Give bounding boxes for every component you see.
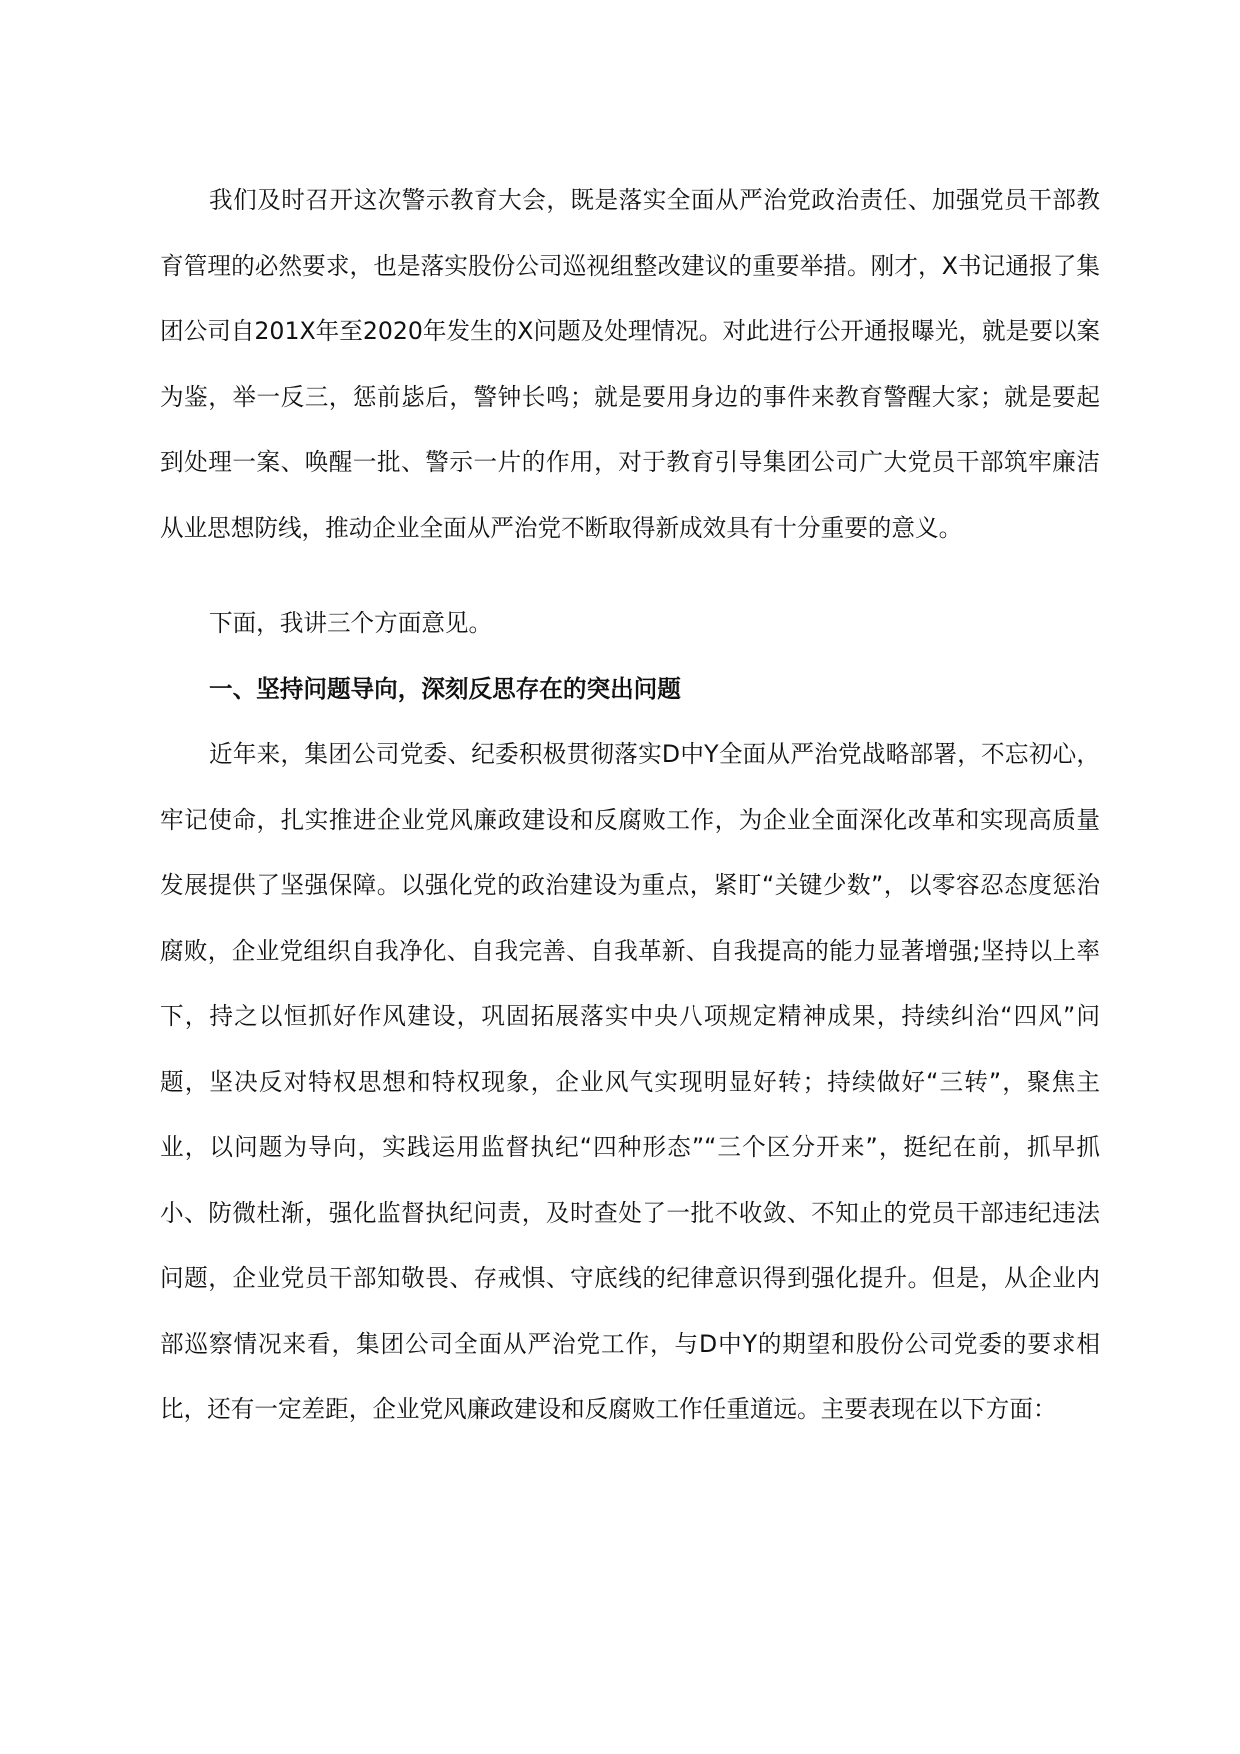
- paragraph-intro: 下面，我讲三个方面意见。: [209, 609, 493, 637]
- paragraph-section-1: 近年来，集团公司党委、纪委积极贯彻落实D中Y全面从严治党战略部署，不忘初心，牢记使命，扎实推进企业党风廉政建设和反腐败工作，为企业全面深化改革和实现高质量发展提供了坚强保障。以强化党的政治建设为重点，紧盯“关键少数”，以零容忍态度惩治腐败，企业党组织自我净化、自我完善、自我革新、自我提高的能力显著增强;坚持以上率下，持之以恒抓好作风建设，巩固拓展落实中央八项规定精神成果，持续纠治“四风”问题，坚决反对特权思想和特权现象，企业风气实现明显好转；持续做好“三转”，聚焦主业，以问题为导向，实践运用监督执纪“四种形态”“三个区分开来”，挺纪在前，抓早抓小、防微杜渐，强化监督执纪问责，及时查处了一批不收敛、不知止的党员干部违纪违法问题，企业党员干部知敬畏、存戒惧、守底线的纪律意识得到强化提升。但是，从企业内部巡察情况来看，集团公司全面从严治党工作，与D中Y的期望和股份公司党委的要求相比，还有一定差距，企业党风廉政建设和反腐败工作任重道远。主要表现在以下方面：: [160, 740, 1100, 1423]
- document-body: [160, 168, 1100, 1443]
- paragraph-meeting-purpose: 我们及时召开这次警示教育大会，既是落实全面从严治党政治责任、加强党员干部教育管理的必然要求，也是落实股份公司巡视组整改建议的重要举措。刚才，X书记通报了集团公司自201X年至2020年发生的X问题及处理情况。对此进行公开通报曝光，就是要以案为鉴，举一反三，惩前毖后，警钟长鸣；就是要用身边的事件来教育警醒大家；就是要起到处理一案、唤醒一批、警示一片的作用，对于教育引导集团公司广大党员干部筑牢廉洁从业思想防线，推动企业全面从严治党不断取得新成效具有十分重要的意义。: [160, 186, 1100, 542]
- section-heading-1: 一、坚持问题导向，深刻反思存在的突出问题: [209, 674, 681, 703]
